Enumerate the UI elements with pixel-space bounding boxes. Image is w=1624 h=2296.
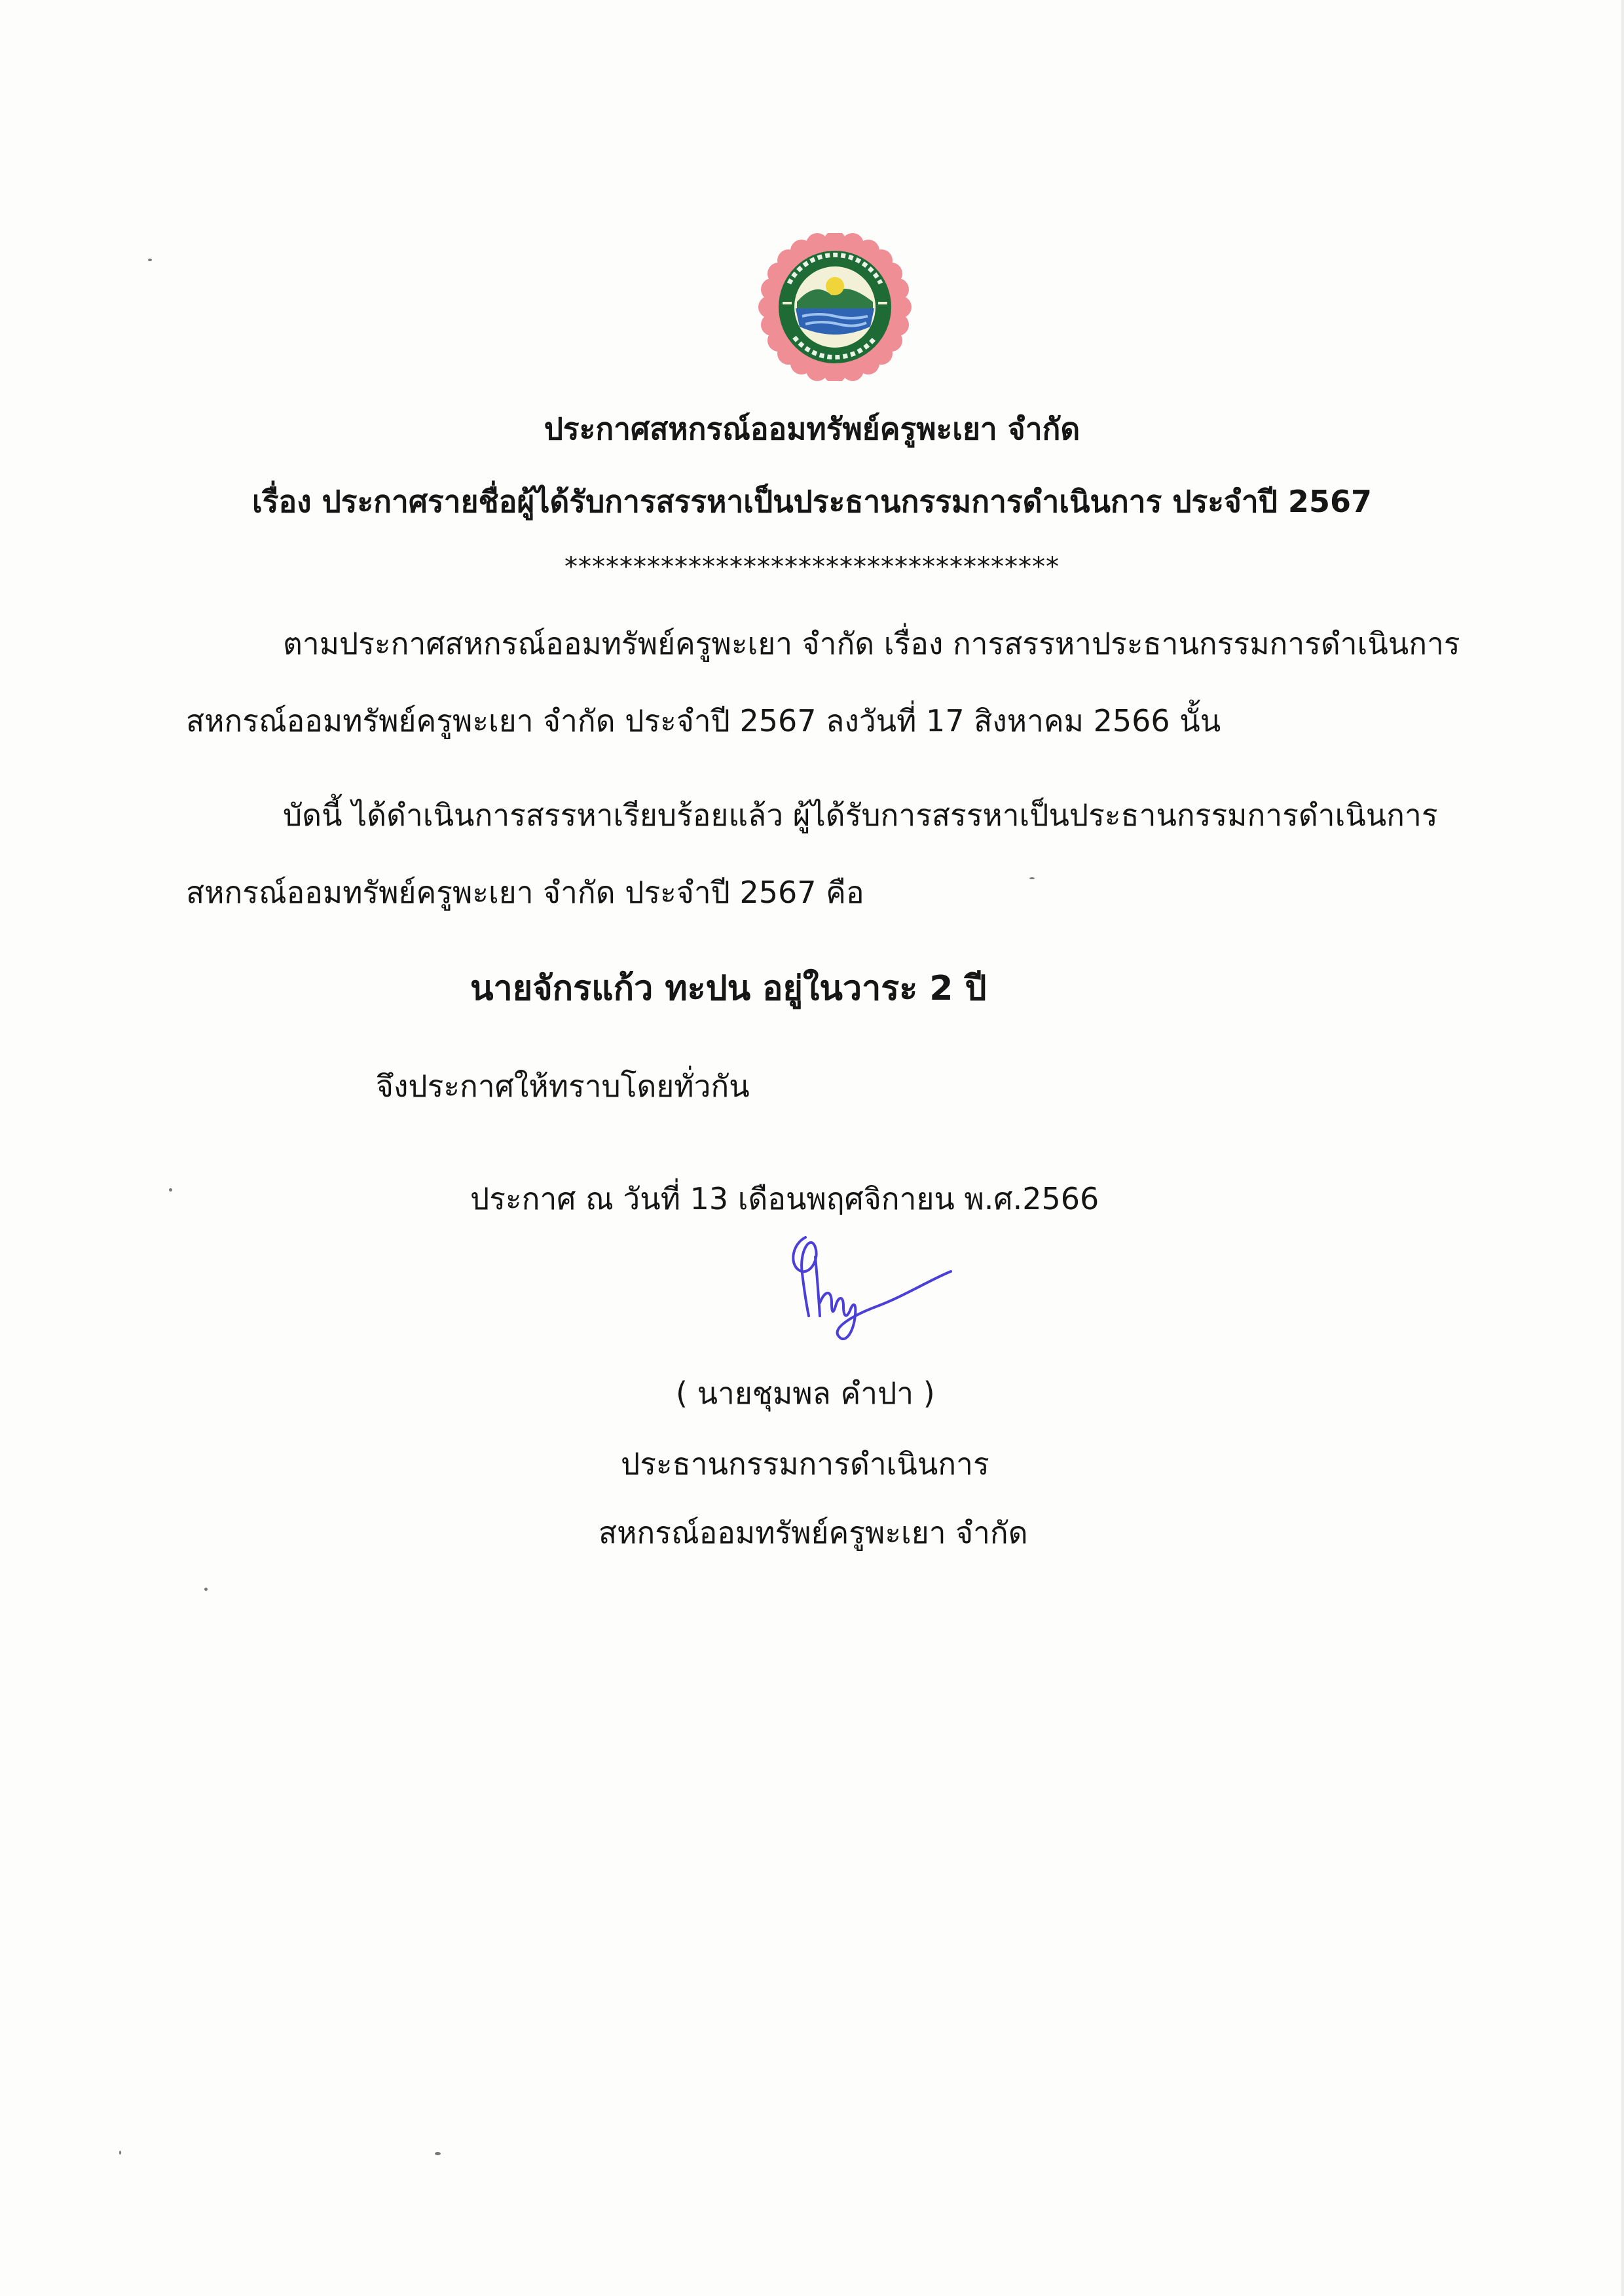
paragraph-1-line-1: ตามประกาศสหกรณ์ออมทรัพย์ครูพะเยา จำกัด เรื่อง การสรรหาประธานกรรมการดำเนินการ: [283, 626, 1460, 661]
paragraph-2-line-1: บัดนี้ ได้ดำเนินการสรรหาเรียบร้อยแล้ว ผู้ได้รับการสรรหาเป็นประธานกรรมการดำเนินการ: [283, 797, 1438, 833]
announcement-title: ประกาศสหกรณ์ออมทรัพย์ครูพะเยา จำกัด: [544, 411, 1080, 446]
scan-speck: [148, 259, 152, 261]
scan-speck: [435, 2152, 441, 2155]
scan-edge: [1621, 0, 1624, 2296]
signatory-position: ประธานกรรมการดำเนินการ: [621, 1446, 989, 1482]
asterisk-divider: ************************************: [564, 552, 1060, 582]
scan-speck: [1029, 877, 1035, 879]
announcement-date: ประกาศ ณ วันที่ 13 เดือนพฤศจิกายน พ.ศ.2566: [470, 1181, 1099, 1216]
closing-statement: จึงประกาศให้ทราบโดยทั่วกัน: [376, 1068, 750, 1104]
scan-speck: [119, 2151, 121, 2155]
signatory-organization: สหกรณ์ออมทรัพย์ครูพะเยา จำกัด: [599, 1515, 1028, 1550]
announcement-subject: เรื่อง ประกาศรายชื่อผู้ได้รับการสรรหาเป็นประธานกรรมการดำเนินการ ประจำปี 2567: [252, 484, 1372, 519]
cooperative-seal-logo: [741, 233, 929, 381]
paragraph-2-line-2: สหกรณ์ออมทรัพย์ครูพะเยา จำกัด ประจำปี 2567 คือ: [186, 875, 864, 910]
scan-speck: [169, 1188, 172, 1192]
signatory-name: ( นายชุมพล คำปา ): [676, 1376, 935, 1411]
handwritten-signature: [779, 1224, 976, 1355]
appointee-line: นายจักรแก้ว ทะปน อยู่ในวาระ 2 ปี: [470, 969, 987, 1008]
scan-speck: [204, 1588, 208, 1591]
paragraph-1-line-2: สหกรณ์ออมทรัพย์ครูพะเยา จำกัด ประจำปี 2567 ลงวันที่ 17 สิงหาคม 2566 นั้น: [186, 703, 1221, 738]
